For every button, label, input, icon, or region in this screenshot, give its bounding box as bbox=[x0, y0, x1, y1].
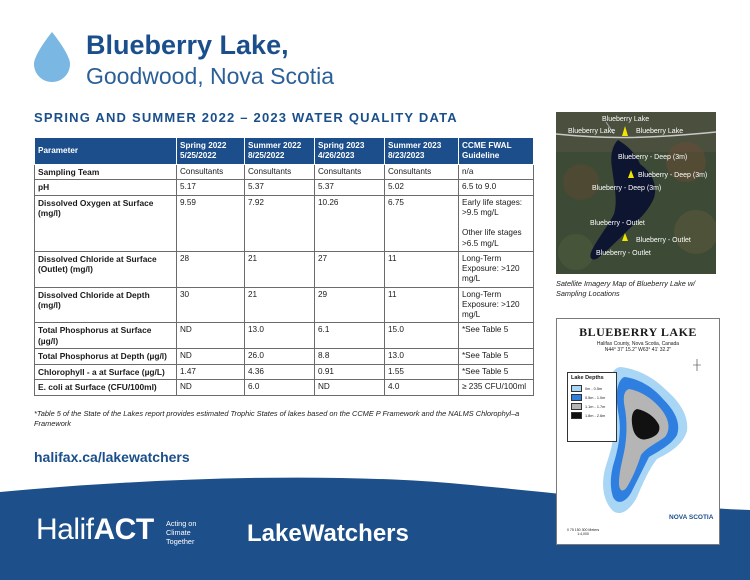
table-cell: 26.0 bbox=[245, 349, 315, 365]
table-cell: 5.17 bbox=[177, 180, 245, 196]
lakewatchers-logo: LakeWatchers bbox=[247, 520, 409, 547]
table-cell: 1.47 bbox=[177, 364, 245, 380]
scale-text: 0 75 150 300 Meters bbox=[567, 528, 600, 532]
guideline-cell: 6.5 to 9.0 bbox=[459, 180, 534, 196]
sample-label: Blueberry - Outlet bbox=[590, 220, 645, 227]
table-row bbox=[35, 180, 534, 196]
water-drop-icon bbox=[34, 32, 70, 82]
column-header: Spring 2022 5/25/2022 bbox=[177, 138, 245, 165]
scale-bar bbox=[567, 528, 599, 536]
table-cell: 5.02 bbox=[385, 180, 459, 196]
satellite-map bbox=[556, 112, 716, 274]
legend-title: Lake Depths bbox=[571, 375, 604, 381]
scale-ratio: 1:4,000 bbox=[577, 532, 589, 536]
section-title: SPRING AND SUMMER 2022 – 2023 WATER QUALITY DATA bbox=[34, 110, 458, 125]
table-cell: 6.75 bbox=[385, 195, 459, 251]
parameter-cell: Sampling Team bbox=[35, 164, 177, 180]
table-row bbox=[35, 164, 534, 180]
column-header: Spring 2023 4/26/2023 bbox=[315, 138, 385, 165]
table-cell: 11 bbox=[385, 251, 459, 287]
nova-scotia-logo: NOVA SCOTIA bbox=[669, 514, 714, 521]
table-cell: 13.0 bbox=[245, 323, 315, 349]
table-cell: 4.36 bbox=[245, 364, 315, 380]
map-coordinates: N44° 37' 15.2" W63° 41' 32.2" bbox=[604, 347, 672, 353]
website-link[interactable]: halifax.ca/lakewatchers bbox=[34, 449, 190, 465]
table-cell: 27 bbox=[315, 251, 385, 287]
sample-label: Blueberry - Outlet bbox=[596, 250, 651, 257]
legend-label: 0m - 0.5m bbox=[585, 386, 603, 391]
table-cell: Consultants bbox=[245, 164, 315, 180]
sample-label: Blueberry - Outlet bbox=[636, 237, 691, 244]
table-cell: 1.55 bbox=[385, 364, 459, 380]
parameter-cell: Total Phosphorus at Depth (µg/l) bbox=[35, 349, 177, 365]
guideline-cell: n/a bbox=[459, 164, 534, 180]
table-cell: 8.8 bbox=[315, 349, 385, 365]
table-cell: 6.1 bbox=[315, 323, 385, 349]
tagline-line: Acting on bbox=[166, 519, 197, 528]
table-cell: 10.26 bbox=[315, 195, 385, 251]
guideline-cell: ≥ 235 CFU/100ml bbox=[459, 380, 534, 396]
column-header: Parameter bbox=[35, 138, 177, 165]
column-header: Summer 2022 8/25/2022 bbox=[245, 138, 315, 165]
sample-label: Blueberry Lake bbox=[636, 128, 684, 135]
table-cell: 29 bbox=[315, 287, 385, 323]
table-cell: 11 bbox=[385, 287, 459, 323]
legend-swatch bbox=[571, 412, 582, 419]
guideline-cell: Early life stages: >9.5 mg/L Other life stages >6.5 mg/L bbox=[459, 195, 534, 251]
satellite-caption: Satellite Imagery Map of Blueberry Lake w/ Sampling Locations bbox=[556, 279, 696, 298]
legend-label: 0.5m - 1.0m bbox=[585, 395, 606, 400]
sample-label: Blueberry Lake bbox=[602, 116, 650, 123]
halif-text: Halif bbox=[36, 513, 94, 546]
legend-item bbox=[571, 403, 613, 410]
table-cell: ND bbox=[177, 323, 245, 349]
page-title: Blueberry Lake, bbox=[86, 30, 289, 60]
parameter-cell: Dissolved Chloride at Surface (Outlet) (mg/l) bbox=[35, 251, 177, 287]
table-cell: 28 bbox=[177, 251, 245, 287]
table-cell: 21 bbox=[245, 251, 315, 287]
column-header: CCME FWAL Guideline bbox=[459, 138, 534, 165]
parameter-cell: Total Phosphorus at Surface (µg/l) bbox=[35, 323, 177, 349]
depth-legend bbox=[567, 372, 617, 442]
guideline-cell: *See Table 5 bbox=[459, 364, 534, 380]
sample-label: Blueberry Lake bbox=[568, 128, 616, 135]
table-cell: Consultants bbox=[177, 164, 245, 180]
halifact-logo bbox=[36, 513, 154, 547]
table-cell: 5.37 bbox=[315, 180, 385, 196]
legend-swatch bbox=[571, 403, 582, 410]
tagline-line: Climate bbox=[166, 527, 191, 537]
table-row bbox=[35, 380, 534, 396]
sample-label: Blueberry - Deep (3m) bbox=[638, 172, 708, 179]
table-cell: 30 bbox=[177, 287, 245, 323]
table-cell: 5.37 bbox=[245, 180, 315, 196]
table-cell: ND bbox=[315, 380, 385, 396]
column-header: Summer 2023 8/23/2023 bbox=[385, 138, 459, 165]
legend-item bbox=[571, 385, 613, 392]
legend-swatch bbox=[571, 385, 582, 392]
legend-label: 1.1m - 1.7m bbox=[585, 404, 606, 409]
sample-label: Blueberry - Deep (3m) bbox=[592, 185, 662, 192]
water-quality-table bbox=[34, 137, 534, 396]
table-header-row bbox=[35, 138, 534, 165]
guideline-cell: Long-Term Exposure: >120 mg/L bbox=[459, 287, 534, 323]
table-cell: 4.0 bbox=[385, 380, 459, 396]
map-title: BLUEBERRY LAKE bbox=[579, 325, 697, 339]
page-subtitle: Goodwood, Nova Scotia bbox=[86, 63, 335, 89]
table-row bbox=[35, 287, 534, 323]
parameter-cell: Chlorophyll - a at Surface (µg/L) bbox=[35, 364, 177, 380]
table-cell: 13.0 bbox=[385, 349, 459, 365]
legend-label: 1.8m - 2.6m bbox=[585, 413, 606, 418]
act-text: ACT bbox=[93, 513, 154, 546]
map-location: Halifax County, Nova Scotia, Canada bbox=[596, 341, 680, 347]
table-footnote: *Table 5 of the State of the Lakes report provides estimated Trophic States of lakes based on the CCME P Framework and the NALMS Chlorophyl–a Framework bbox=[34, 409, 520, 428]
table-row bbox=[35, 364, 534, 380]
guideline-cell: Long-Term Exposure: >120 mg/L bbox=[459, 251, 534, 287]
tagline-line: Together bbox=[166, 536, 195, 546]
table-cell: 7.92 bbox=[245, 195, 315, 251]
table-row bbox=[35, 323, 534, 349]
table-cell: 21 bbox=[245, 287, 315, 323]
parameter-cell: Dissolved Chloride at Depth (mg/l) bbox=[35, 287, 177, 323]
parameter-cell: E. coli at Surface (CFU/100ml) bbox=[35, 380, 177, 396]
table-cell: Consultants bbox=[385, 164, 459, 180]
guideline-cell: *See Table 5 bbox=[459, 349, 534, 365]
legend-item bbox=[571, 412, 613, 419]
acting-on-climate-tagline bbox=[166, 520, 196, 546]
table-row bbox=[35, 195, 534, 251]
bathymetry-map bbox=[556, 318, 720, 545]
table-row bbox=[35, 251, 534, 287]
table-row bbox=[35, 349, 534, 365]
table-cell: 6.0 bbox=[245, 380, 315, 396]
guideline-cell: *See Table 5 bbox=[459, 323, 534, 349]
table-cell: 0.91 bbox=[315, 364, 385, 380]
table-cell: Consultants bbox=[315, 164, 385, 180]
table-cell: 15.0 bbox=[385, 323, 459, 349]
parameter-cell: pH bbox=[35, 180, 177, 196]
sample-label: Blueberry - Deep (3m) bbox=[618, 154, 688, 161]
table-cell: ND bbox=[177, 380, 245, 396]
table-cell: ND bbox=[177, 349, 245, 365]
parameter-cell: Dissolved Oxygen at Surface (mg/l) bbox=[35, 195, 177, 251]
legend-swatch bbox=[571, 394, 582, 401]
table-cell: 9.59 bbox=[177, 195, 245, 251]
legend-item bbox=[571, 394, 613, 401]
